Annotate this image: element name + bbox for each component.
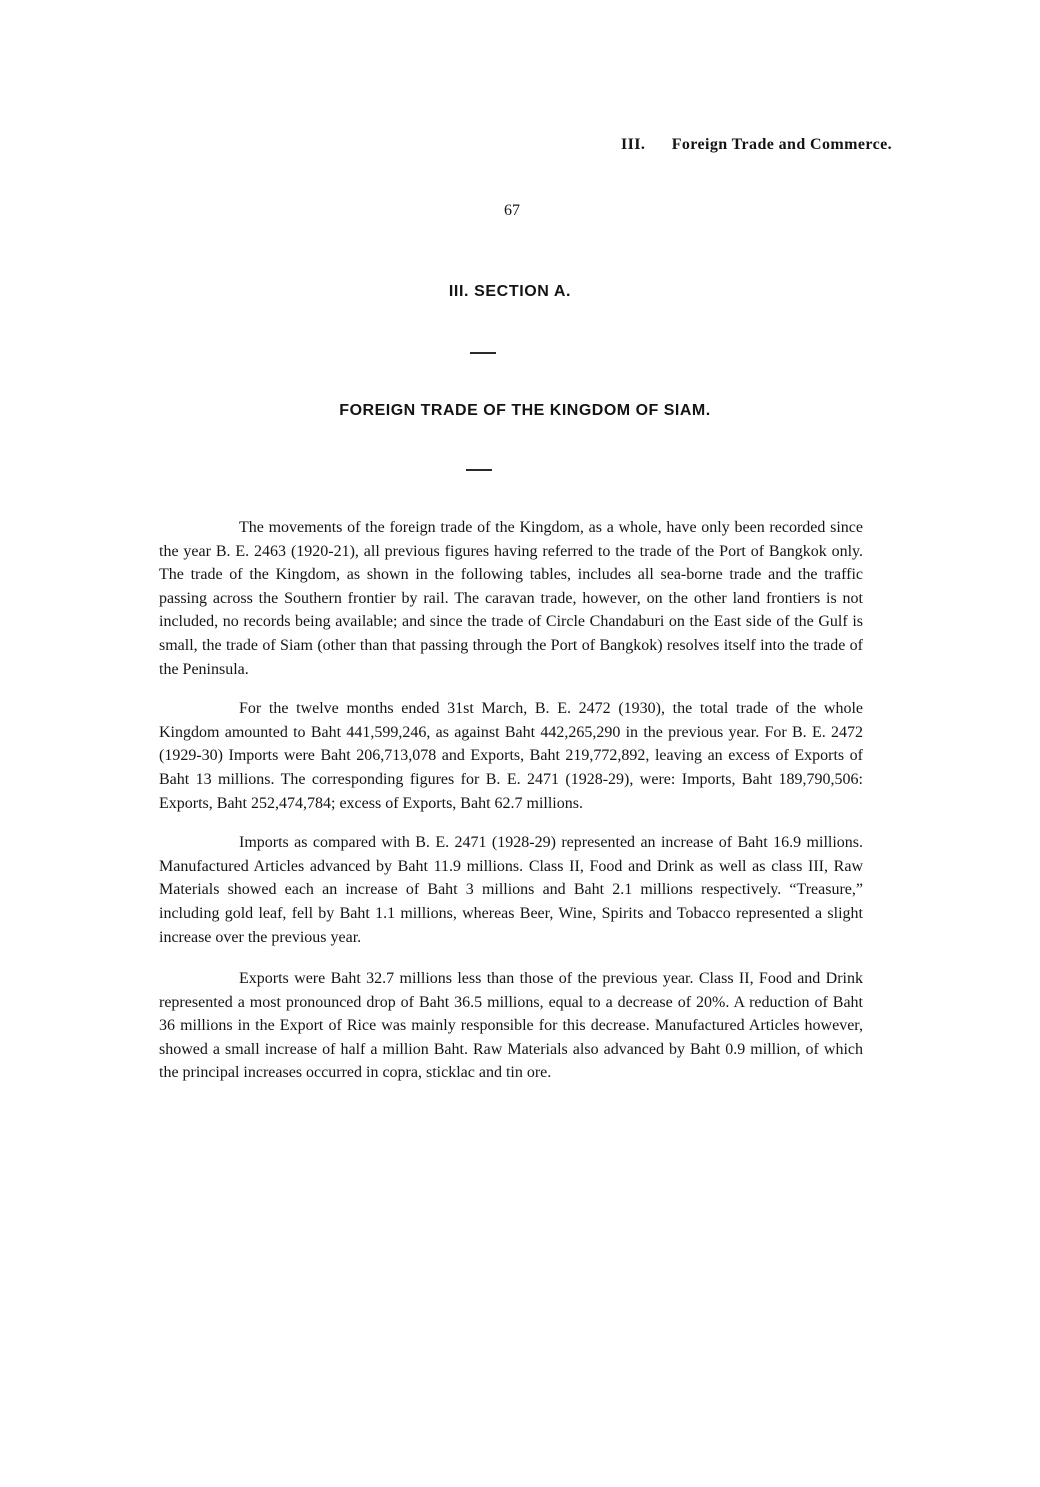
running-header xyxy=(621,136,892,154)
section-heading: III. SECTION A. xyxy=(448,283,572,300)
paragraph: Exports were Baht 32.7 millions less than those of the previous year. Class II, Food and Drink represented a most pronounced drop of Baht 36.5 millions, equal to a decrease of 20%. A reduction of Baht 36 millions in the Export of Rice was mainly responsible for this decrease. Manufactured Articles however, showed a small increase of half a million Baht. Raw Materials also advanced by Baht 0.9 million, of which the principal increases occurred in copra, sticklac and tin ore. xyxy=(159,970,863,1082)
part-title: Foreign Trade and Commerce. xyxy=(671,136,892,153)
divider-rule xyxy=(470,352,496,354)
part-number: III. xyxy=(621,136,646,153)
body-text xyxy=(159,516,863,1085)
paragraph: Imports as compared with B. E. 2471 (1928-29) represented an increase of Baht 16.9 millions. Manufactured Articles advanced by Baht 11.9 millions. Class II, Food and Drink as well as class III, Raw Materials showed each an increase of Baht 3 millions and Baht 2.1 millions respectively. “Treasure,” including gold leaf, fell by Baht 1.1 millions, whereas Beer, Wine, Spirits and Tobacco represented a slight increase over the previous year. xyxy=(159,834,863,946)
paragraph: The movements of the foreign trade of the Kingdom, as a whole, have only been recorded since the year B. E. 2463 (1920-21), all previous figures having referred to the trade of the Port of Bangkok only. The trade of the Kingdom, as shown in the following tables, includes all sea-borne trade and the traffic passing across the Southern frontier by rail. The caravan trade, however, on the other land frontiers is not included, no records being available; and since the trade of Circle Chandaburi on the East side of the Gulf is small, the trade of Siam (other than that passing through the Port of Bangkok) resolves itself into the trade of the Peninsula. xyxy=(159,519,863,678)
divider-rule xyxy=(466,469,492,471)
document-title: FOREIGN TRADE OF THE KINGDOM OF SIAM. xyxy=(339,402,711,419)
paragraph: For the twelve months ended 31st March, B. E. 2472 (1930), the total trade of the whole Kingdom amounted to Baht 441,599,246, as against Baht 442,265,290 in the previous year. For B. E. 2472 (1929-30) Imports were Baht 206,713,078 and Exports, Baht 219,772,892, leaving an excess of Exports of Baht 13 millions. The corresponding figures for B. E. 2471 (1928-29), were: Imports, Baht 189,790,506: Exports, Baht 252,474,784; excess of Exports, Baht 62.7 millions. xyxy=(159,700,863,812)
page-number: 67 xyxy=(504,202,520,219)
